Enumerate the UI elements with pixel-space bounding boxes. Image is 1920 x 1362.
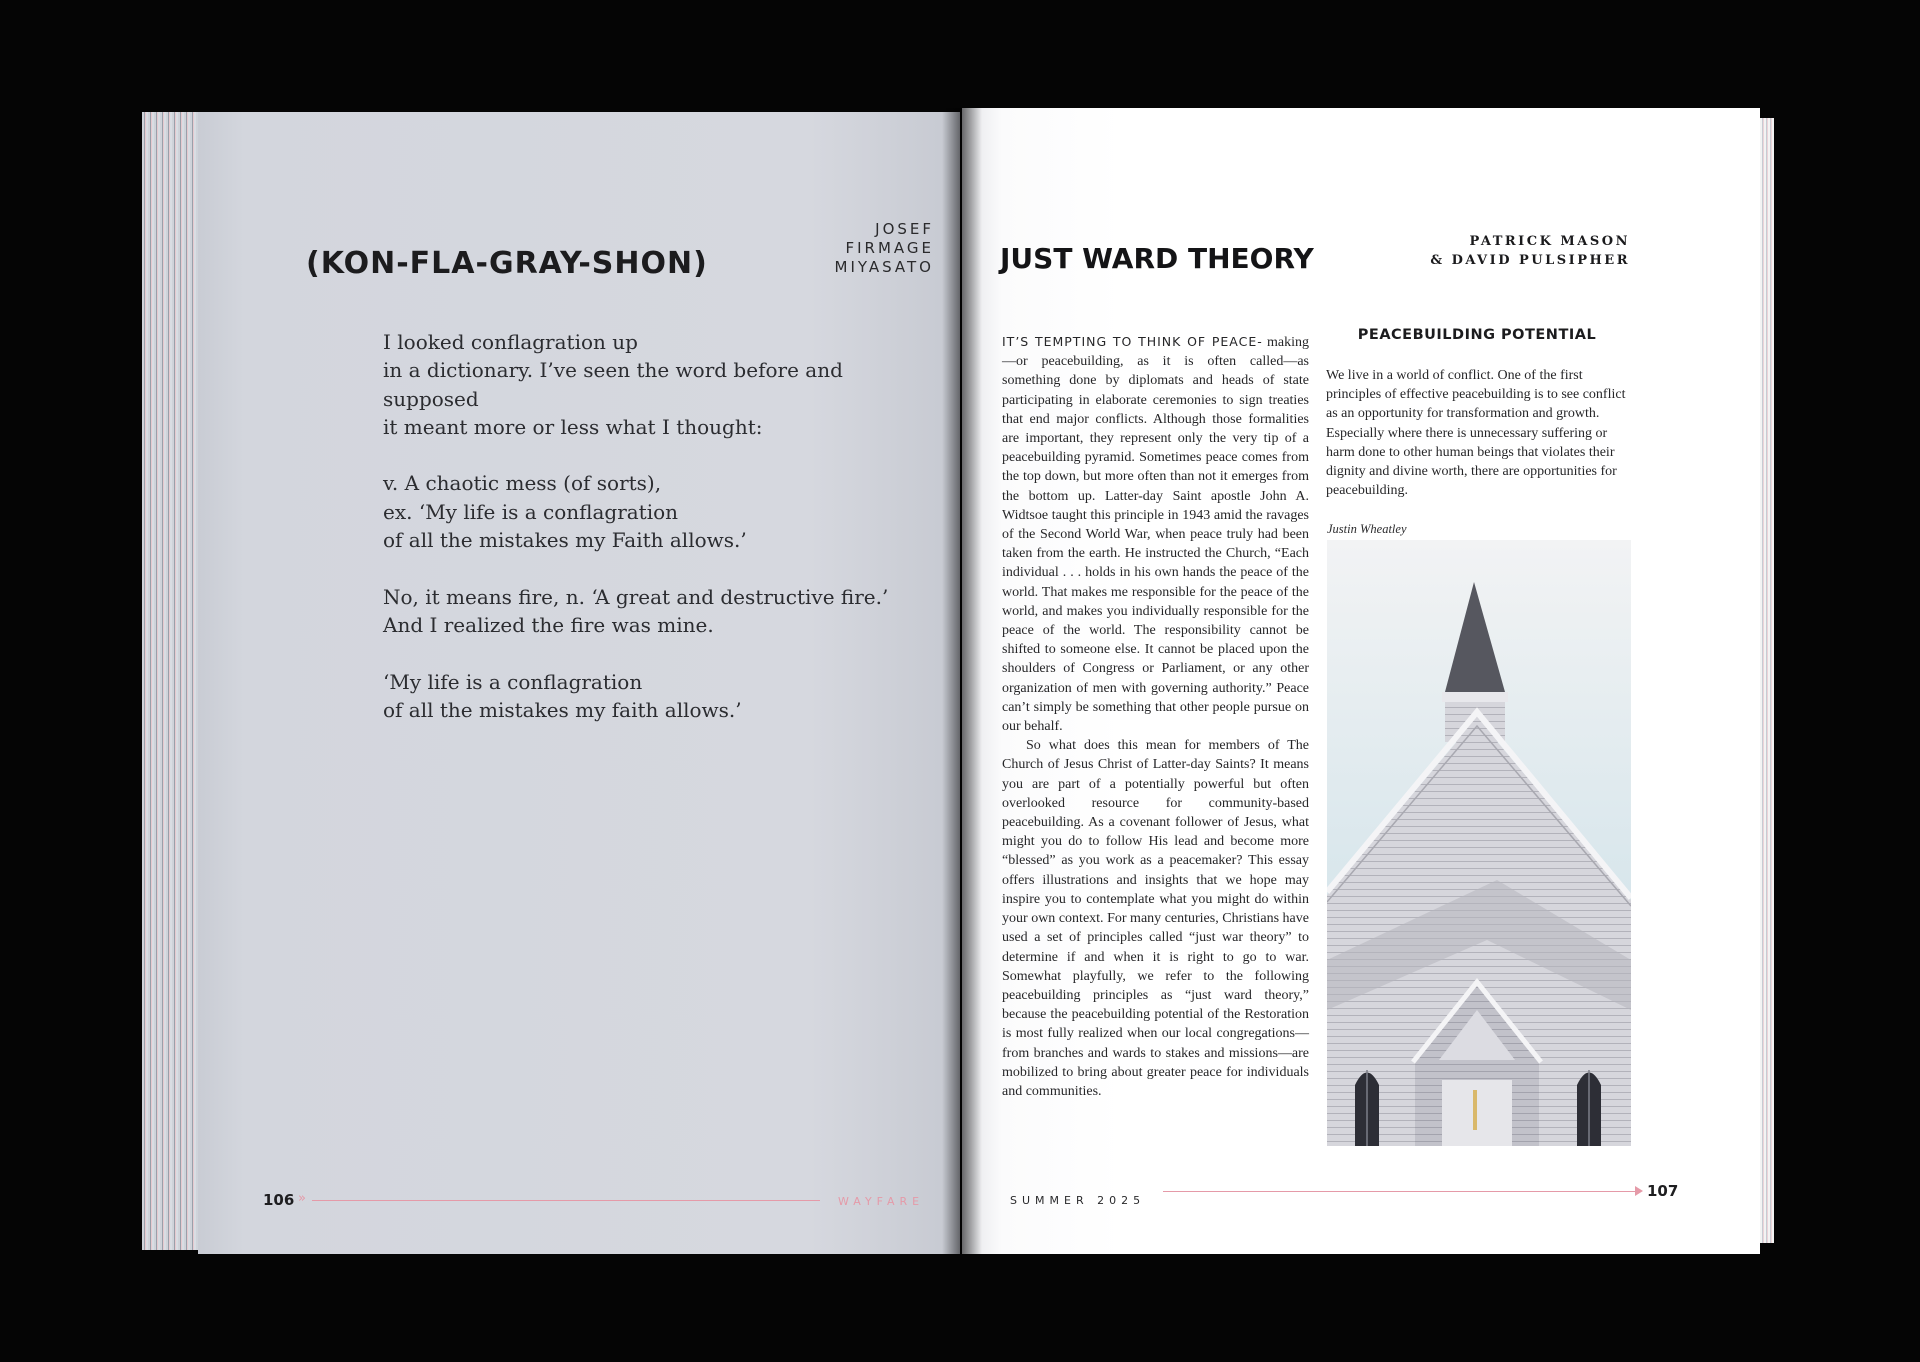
poem-title: (KON-FLA-GRAY-SHON) <box>306 246 708 281</box>
paragraph: So what does this mean for members of The Church of Jesus Christ of Latter-day Saints? It means you are part of a potentially powerful but often overlooked resource for community-based peacebuilding. As a covenant follower of Jesus, what might you do to follow His lead and become more “blessed” as you work as a peacemaker? This essay offers illustrations and insights that we hope may inspire you to contemplate what you might do within your own context. For many centuries, Christians have used a set of principles called “just war theory” to determine if and when it is right to go to war. Somewhat playfully, we refer to the following peacebuilding principles as “just ward theory,” because the peacebuilding potential of the Restoration is most fully realized when our local congregations—from branches and wards to stakes and missions—are mobilized to bring about greater peace for individuals and communities. <box>1002 738 1309 1099</box>
left-page-edges <box>142 112 200 1250</box>
running-foot: SUMMER 2025 <box>1010 1194 1146 1207</box>
page-number-right: 107 <box>1647 1182 1679 1200</box>
poem-line: of all the mistakes my faith allows.’ <box>383 697 742 722</box>
author-line: MIYASATO <box>834 258 934 276</box>
poem-line: I looked conflagration up <box>383 330 638 354</box>
paragraph: making—or peacebuilding, as it is often called—as something done by diplomats and heads of state participating in elaborate ceremonies to sign treaties that end major conflicts. Although those formalities are important, they represent only the very tip of a peacebuilding pyramid. Sometimes peace comes from the top down, but more often than not it emerges from the bottom up. Latter-day Saint apostle John A. Widtsoe taught this principle in 1943 amid the ravages of the Second World War, when peace truly had been taken from the earth. He instructed the Church, “Each individual . . . holds in his own hands the peace of the world. That makes me responsible for the peace of the world, and makes you individually responsible for the peace of the world. The responsibility cannot be shifted to someone else. It cannot be placed upon the shoulders of Congress or Parliament, or any other organization of men with governing authority.” Peace can’t simply be something that other people pursue on our behalf. <box>1002 335 1309 735</box>
poem-author <box>760 220 934 277</box>
sidebar-title: PEACEBUILDING POTENTIAL <box>1357 327 1597 343</box>
poem-line: And I realized the fire was mine. <box>383 612 714 637</box>
poem-line: No, it means fire, n. ‘A great and destructive fire.’ <box>383 584 889 609</box>
poem-line: of all the mistakes my Faith allows.’ <box>383 528 747 553</box>
article-body <box>1002 332 1309 1101</box>
poem-line: it meant more or less what I thought: <box>383 414 763 439</box>
author-line: PATRICK MASON <box>1469 234 1630 249</box>
poem-body <box>383 328 889 724</box>
poem-line: in a dictionary. I’ve seen the word before and <box>383 358 843 383</box>
illustration-credit: Justin Wheatley <box>1327 522 1407 536</box>
article-title: JUST WARD THEORY <box>1000 242 1314 275</box>
sidebar-text: We live in a world of conflict. One of the first principles of effective peacebuilding is to see conflict as an opportunity for transformation and growth. Especially where there is unnecessary suffering or harm done to other human beings that violates their dignity and divine worth, there are opportunities for peacebuilding. <box>1326 368 1626 499</box>
poem-line: supposed <box>383 386 479 411</box>
poem-line: ex. ‘My life is a conflagration <box>383 499 679 524</box>
poem-line: v. A chaotic mess (of sorts), <box>383 471 662 496</box>
footer-rule-right <box>1163 1191 1637 1192</box>
author-line: JOSEF <box>875 220 934 238</box>
article-authors <box>1380 232 1630 270</box>
author-line: & DAVID PULSIPHER <box>1430 253 1630 268</box>
poem-line: ‘My life is a conflagration <box>383 669 643 694</box>
author-line: FIRMAGE <box>845 239 934 257</box>
page-number-left: 106 <box>263 1191 295 1209</box>
footer-rule-left <box>312 1200 820 1201</box>
running-head: WAYFARE <box>838 1195 925 1208</box>
church-illustration <box>1327 540 1631 1146</box>
arrow-right-icon <box>1635 1186 1643 1196</box>
double-chevron-icon: » <box>298 1191 306 1206</box>
lead-in: IT’S TEMPTING TO THINK OF PEACE- <box>1002 334 1263 349</box>
book-gutter <box>942 108 982 1254</box>
